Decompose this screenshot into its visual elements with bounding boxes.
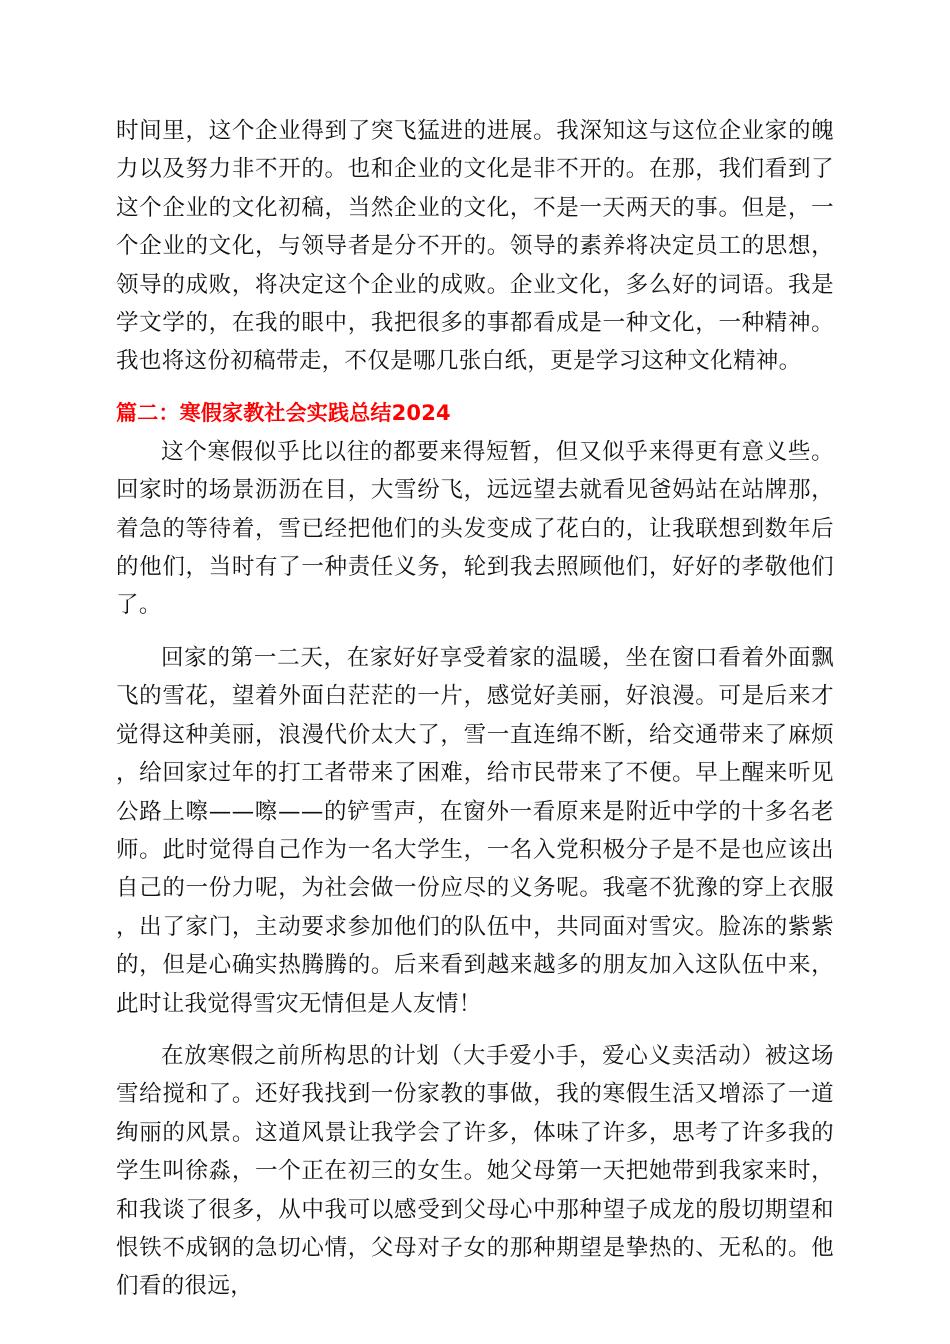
paragraph: 这个寒假似乎比以往的都要来得短暂，但又似乎来得更有意义些。回家时的场景沥沥在目，大雪纷飞，远远望去就看见爸妈站在站牌那，着急的等待着，雪已经把他们的头发变成了花白的，让我联想到数年后的他们，当时有了一种责任义务，轮到我去照顾他们，好好的孝敬他们了。 — [116, 438, 834, 619]
paragraph: 回家的第一二天，在家好好享受着家的温暖，坐在窗口看着外面飘飞的雪花，望着外面白茫茫的一片，感觉好美丽，好浪漫。可是后来才觉得这种美丽，浪漫代价太大了，雪一直连绵不断，给交通带来了麻烦，给回家过年的打工者带来了困难，给市民带来了不便。早上醒来听见公路上嚓——嚓——的铲雪声，在窗外一看原来是附近中学的十多名老师。此时觉得自己作为一名大学生，一名入党积极分子是不是也应该出自己的一份力呢，为社会做一份应尽的义务呢。我毫不犹豫的穿上衣服，出了家门，主动要求参加他们的队伍中，共同面对雪灾。脸冻的紫紫的，但是心确实热腾腾的。后来看到越来越多的朋友加入这队伍中来，此时让我觉得雪灾无情但是人友情！ — [116, 644, 834, 1017]
document-body — [116, 112, 834, 1306]
paragraph: 在放寒假之前所构思的计划（大手爱小手，爱心义卖活动）被这场雪给搅和了。还好我找到一份家教的事做，我的寒假生活又增添了一道绚丽的风景。这道风景让我学会了许多，体味了许多，思考了许多我的学生叫徐淼，一个正在初三的女生。她父母第一天把她带到我家来时，和我谈了很多，从中我可以感受到父母心中那种望子成龙的殷切期望和恨铁不成钢的急切心情，父母对子女的那种期望是挚热的、无私的。他们看的很远， — [116, 1042, 834, 1300]
paragraph-continuation: 时间里，这个企业得到了突飞猛进的进展。我深知这与这位企业家的魄力以及努力非不开的。也和企业的文化是非不开的。在那，我们看到了这个企业的文化初稿，当然企业的文化，不是一天两天的事。但是，一个企业的文化，与领导者是分不开的。领导的素养将决定员工的思想，领导的成败，将决定这个企业的成败。企业文化，多么好的词语。我是学文学的，在我的眼中，我把很多的事都看成是一种文化，一种精神。我也将这份初稿带走，不仅是哪几张白纸，更是学习这种文化精神。 — [116, 118, 834, 375]
section-heading: 篇二：寒假家教社会实践总结2024 — [116, 400, 451, 425]
